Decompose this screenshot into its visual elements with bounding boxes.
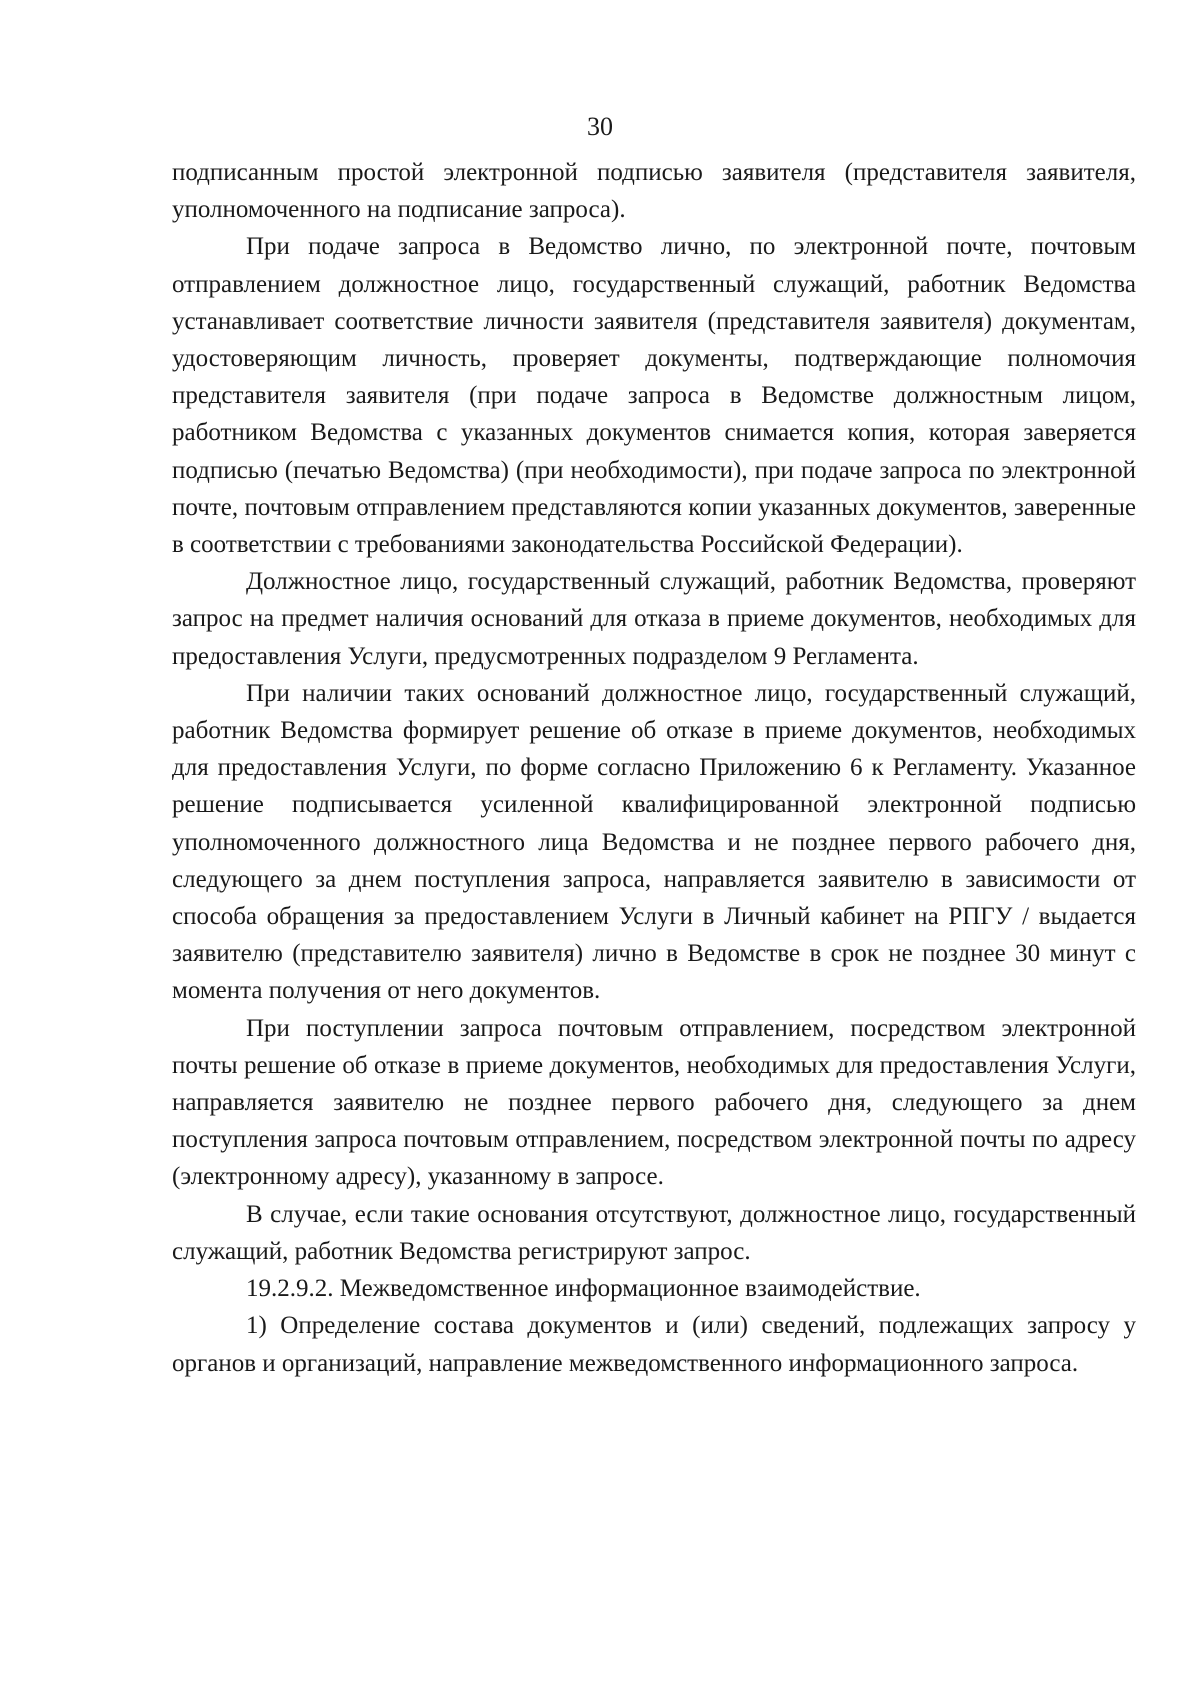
section-heading-interagency: 19.2.9.2. Межведомственное информационное взаимодействие. bbox=[246, 1275, 921, 1303]
paragraph-interagency-request: 1) Определение состава документов и (или) сведений, подлежащих запросу у органов и организаций, направление межведомственного информационного запроса. bbox=[172, 1312, 1136, 1377]
paragraph-postal-refusal: При поступлении запроса почтовым отправлением, посредством электронной почты решение об отказе в приеме документов, необходимых для предоставления Услуги, направляется заявителю не позднее первого рабочего дня, следующего за днем поступления запроса почтовым отправлением, посредством электронной почты по адресу (электронному адресу), указанному в запросе. bbox=[172, 1014, 1136, 1191]
document-body bbox=[172, 154, 1136, 1382]
paragraph-identity-verification: При подаче запроса в Ведомство лично, по электронной почте, почтовым отправлением должностное лицо, государственный служащий, работник Ведомства устанавливает соответствие личности заявителя (представителя заявителя) документам, удостоверяющим личность, проверяет документы, подтверждающие полномочия представителя заявителя (при подаче запроса в Ведомстве должностным лицом, работником Ведомства с указанных документов снимается копия, которая заверяется подписью (печатью Ведомства) (при необходимости), при подаче запроса по электронной почте, почтовым отправлением представляются копии указанных документов, заверенные в соответствии с требованиями законодательства Российской Федерации). bbox=[172, 233, 1136, 559]
paragraph-refusal-decision: При наличии таких оснований должностное лицо, государственный служащий, работник Ведомства формирует решение об отказе в приеме документов, необходимых для предоставления Услуги, по форме согласно Приложению 6 к Регламенту. Указанное решение подписывается усиленной квалифицированной электронной подписью уполномоченного должностного лица Ведомства и не позднее первого рабочего дня, следующего за днем поступления запроса, направляется заявителю в зависимости от способа обращения за предоставлением Услуги в Личный кабинет на РПГУ / выдается заявителю (представителю заявителя) лично в Ведомстве в срок не позднее 30 минут с момента получения от него документов. bbox=[172, 679, 1136, 1005]
paragraph-request-check: Должностное лицо, государственный служащий, работник Ведомства, проверяют запрос на предмет наличия оснований для отказа в приеме документов, необходимых для предоставления Услуги, предусмотренных подразделом 9 Регламента. bbox=[172, 568, 1136, 670]
page-number: 30 bbox=[587, 112, 613, 141]
paragraph-continuation: подписанным простой электронной подписью заявителя (представителя заявителя, уполномоченного на подписание запроса). bbox=[172, 159, 1136, 224]
paragraph-registration: В случае, если такие основания отсутствуют, должностное лицо, государственный служащий, работник Ведомства регистрируют запрос. bbox=[172, 1200, 1136, 1265]
